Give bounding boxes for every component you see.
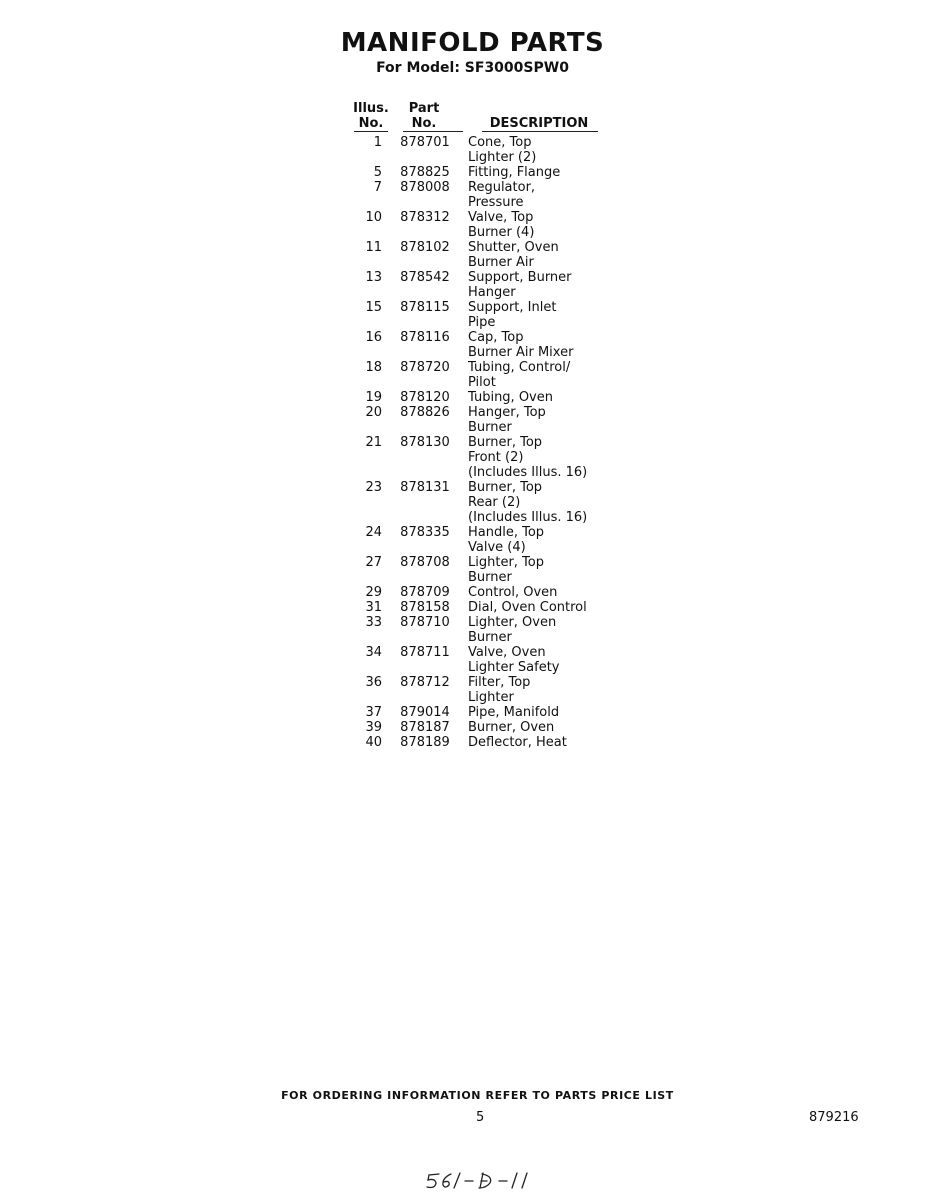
description bbox=[468, 180, 610, 210]
description bbox=[468, 675, 610, 705]
ordering-note: FOR ORDERING INFORMATION REFER TO PARTS PRICE LIST bbox=[281, 1089, 674, 1102]
illus-number: 21 bbox=[365, 435, 382, 450]
col-header-part bbox=[398, 101, 450, 131]
table-row bbox=[350, 435, 610, 480]
table-row bbox=[350, 210, 610, 240]
description-line: Support, Inlet bbox=[468, 300, 557, 315]
description-line: Valve, Oven bbox=[468, 645, 546, 660]
description bbox=[468, 405, 610, 435]
description bbox=[468, 360, 610, 390]
header-underline-description bbox=[482, 131, 598, 132]
illus-number: 15 bbox=[365, 300, 382, 315]
description-line: Burner, Oven bbox=[468, 720, 555, 735]
header-underline-illus bbox=[354, 131, 388, 132]
table-row bbox=[350, 180, 610, 210]
description bbox=[468, 210, 610, 240]
parts-table bbox=[350, 135, 610, 750]
description-line: Lighter, Top bbox=[468, 555, 544, 570]
description-line: Pipe bbox=[468, 315, 496, 330]
table-row bbox=[350, 135, 610, 165]
description-line: Cone, Top bbox=[468, 135, 532, 150]
part-number: 878131 bbox=[400, 480, 450, 495]
illus-number: 24 bbox=[365, 525, 382, 540]
illus-number: 11 bbox=[365, 240, 382, 255]
description-line: Tubing, Oven bbox=[468, 390, 553, 405]
table-row bbox=[350, 240, 610, 270]
description bbox=[468, 735, 610, 750]
illus-number: 13 bbox=[365, 270, 382, 285]
illus-number: 7 bbox=[373, 180, 382, 195]
description-line: Pilot bbox=[468, 375, 496, 390]
description-line: (Includes Illus. 16) bbox=[468, 465, 588, 480]
description-line: Valve, Top bbox=[468, 210, 534, 225]
description-line: Regulator, bbox=[468, 180, 536, 195]
page-number: 5 bbox=[476, 1110, 485, 1125]
description-line: Burner, Top bbox=[468, 435, 543, 450]
description-line: Hanger bbox=[468, 285, 516, 300]
part-number: 878708 bbox=[400, 555, 450, 570]
table-row bbox=[350, 585, 610, 600]
illus-number: 18 bbox=[365, 360, 382, 375]
model-subtitle: For Model: SF3000SPW0 bbox=[376, 60, 569, 76]
illus-number: 36 bbox=[365, 675, 382, 690]
description bbox=[468, 330, 610, 360]
illus-number: 33 bbox=[365, 615, 382, 630]
table-row bbox=[350, 390, 610, 405]
description bbox=[468, 240, 610, 270]
part-number: 878335 bbox=[400, 525, 450, 540]
description bbox=[468, 585, 610, 600]
description-line: Deflector, Heat bbox=[468, 735, 567, 750]
description bbox=[468, 435, 610, 480]
table-row bbox=[350, 600, 610, 615]
description bbox=[468, 615, 610, 645]
description-line: Handle, Top bbox=[468, 525, 545, 540]
part-number: 878720 bbox=[400, 360, 450, 375]
description-line: Lighter (2) bbox=[468, 150, 537, 165]
description bbox=[468, 720, 610, 735]
illus-number: 1 bbox=[373, 135, 382, 150]
description-line: Pressure bbox=[468, 195, 524, 210]
description bbox=[468, 390, 610, 405]
table-row bbox=[350, 720, 610, 735]
description-line: Hanger, Top bbox=[468, 405, 546, 420]
part-number: 879014 bbox=[400, 705, 450, 720]
description-line: Filter, Top bbox=[468, 675, 531, 690]
table-row bbox=[350, 705, 610, 720]
description-line: Cap, Top bbox=[468, 330, 524, 345]
description-line: Burner bbox=[468, 420, 512, 435]
table-row bbox=[350, 360, 610, 390]
header-underline-part bbox=[403, 131, 463, 132]
table-row bbox=[350, 615, 610, 645]
col-header-illus-line1: Illus. bbox=[353, 101, 389, 116]
illus-number: 20 bbox=[365, 405, 382, 420]
document-number: 879216 bbox=[809, 1110, 859, 1125]
part-number: 878187 bbox=[400, 720, 450, 735]
illus-number: 29 bbox=[365, 585, 382, 600]
illus-number: 31 bbox=[365, 600, 382, 615]
illus-number: 27 bbox=[365, 555, 382, 570]
part-number: 878312 bbox=[400, 210, 450, 225]
description bbox=[468, 135, 610, 165]
description-line: Lighter Safety bbox=[468, 660, 560, 675]
part-number: 878710 bbox=[400, 615, 450, 630]
table-row bbox=[350, 480, 610, 525]
description bbox=[468, 705, 610, 720]
description-line: Shutter, Oven bbox=[468, 240, 559, 255]
table-row bbox=[350, 300, 610, 330]
description-line: Burner Air bbox=[468, 255, 534, 270]
part-number: 878711 bbox=[400, 645, 450, 660]
part-number: 878158 bbox=[400, 600, 450, 615]
table-row bbox=[350, 555, 610, 585]
illus-number: 10 bbox=[365, 210, 382, 225]
description-line: Valve (4) bbox=[468, 540, 526, 555]
illus-number: 37 bbox=[365, 705, 382, 720]
part-number: 878826 bbox=[400, 405, 450, 420]
table-row bbox=[350, 330, 610, 360]
description-line: (Includes Illus. 16) bbox=[468, 510, 588, 525]
description bbox=[468, 480, 610, 525]
table-row bbox=[350, 405, 610, 435]
description bbox=[468, 525, 610, 555]
part-number: 878701 bbox=[400, 135, 450, 150]
table-row bbox=[350, 270, 610, 300]
illus-number: 39 bbox=[365, 720, 382, 735]
part-number: 878712 bbox=[400, 675, 450, 690]
col-header-illus-line2: No. bbox=[358, 116, 384, 131]
part-number: 878542 bbox=[400, 270, 450, 285]
part-number: 878189 bbox=[400, 735, 450, 750]
part-number: 878008 bbox=[400, 180, 450, 195]
illus-number: 19 bbox=[365, 390, 382, 405]
description-line: Front (2) bbox=[468, 450, 524, 465]
table-row bbox=[350, 165, 610, 180]
description-line: Burner bbox=[468, 570, 512, 585]
part-number: 878102 bbox=[400, 240, 450, 255]
description bbox=[468, 300, 610, 330]
handwritten-note-drawing bbox=[423, 1168, 533, 1194]
col-header-illus bbox=[350, 101, 392, 131]
part-number: 878825 bbox=[400, 165, 450, 180]
col-header-part-line2: No. bbox=[411, 116, 437, 131]
handwritten-note bbox=[423, 1168, 533, 1198]
part-number: 878130 bbox=[400, 435, 450, 450]
description-line: Support, Burner bbox=[468, 270, 572, 285]
illus-number: 16 bbox=[365, 330, 382, 345]
col-header-description: DESCRIPTION bbox=[489, 116, 589, 131]
description-line: Rear (2) bbox=[468, 495, 521, 510]
description bbox=[468, 600, 610, 615]
description-line: Dial, Oven Control bbox=[468, 600, 587, 615]
illus-number: 40 bbox=[365, 735, 382, 750]
col-header-part-line1: Part bbox=[408, 101, 440, 116]
description bbox=[468, 165, 610, 180]
description bbox=[468, 270, 610, 300]
part-number: 878116 bbox=[400, 330, 450, 345]
description-line: Control, Oven bbox=[468, 585, 558, 600]
description-line: Burner bbox=[468, 630, 512, 645]
table-row bbox=[350, 735, 610, 750]
part-number: 878120 bbox=[400, 390, 450, 405]
description bbox=[468, 555, 610, 585]
part-number: 878709 bbox=[400, 585, 450, 600]
description-line: Burner (4) bbox=[468, 225, 535, 240]
illus-number: 5 bbox=[373, 165, 382, 180]
description-line: Burner Air Mixer bbox=[468, 345, 574, 360]
description-line: Tubing, Control/ bbox=[468, 360, 571, 375]
description-line: Pipe, Manifold bbox=[468, 705, 560, 720]
table-row bbox=[350, 525, 610, 555]
description-line: Lighter bbox=[468, 690, 514, 705]
description-line: Burner, Top bbox=[468, 480, 543, 495]
table-row bbox=[350, 675, 610, 705]
table-row bbox=[350, 645, 610, 675]
part-number: 878115 bbox=[400, 300, 450, 315]
description-line: Lighter, Oven bbox=[468, 615, 557, 630]
description bbox=[468, 645, 610, 675]
page-title: MANIFOLD PARTS bbox=[340, 28, 605, 58]
illus-number: 23 bbox=[365, 480, 382, 495]
illus-number: 34 bbox=[365, 645, 382, 660]
description-line: Fitting, Flange bbox=[468, 165, 561, 180]
